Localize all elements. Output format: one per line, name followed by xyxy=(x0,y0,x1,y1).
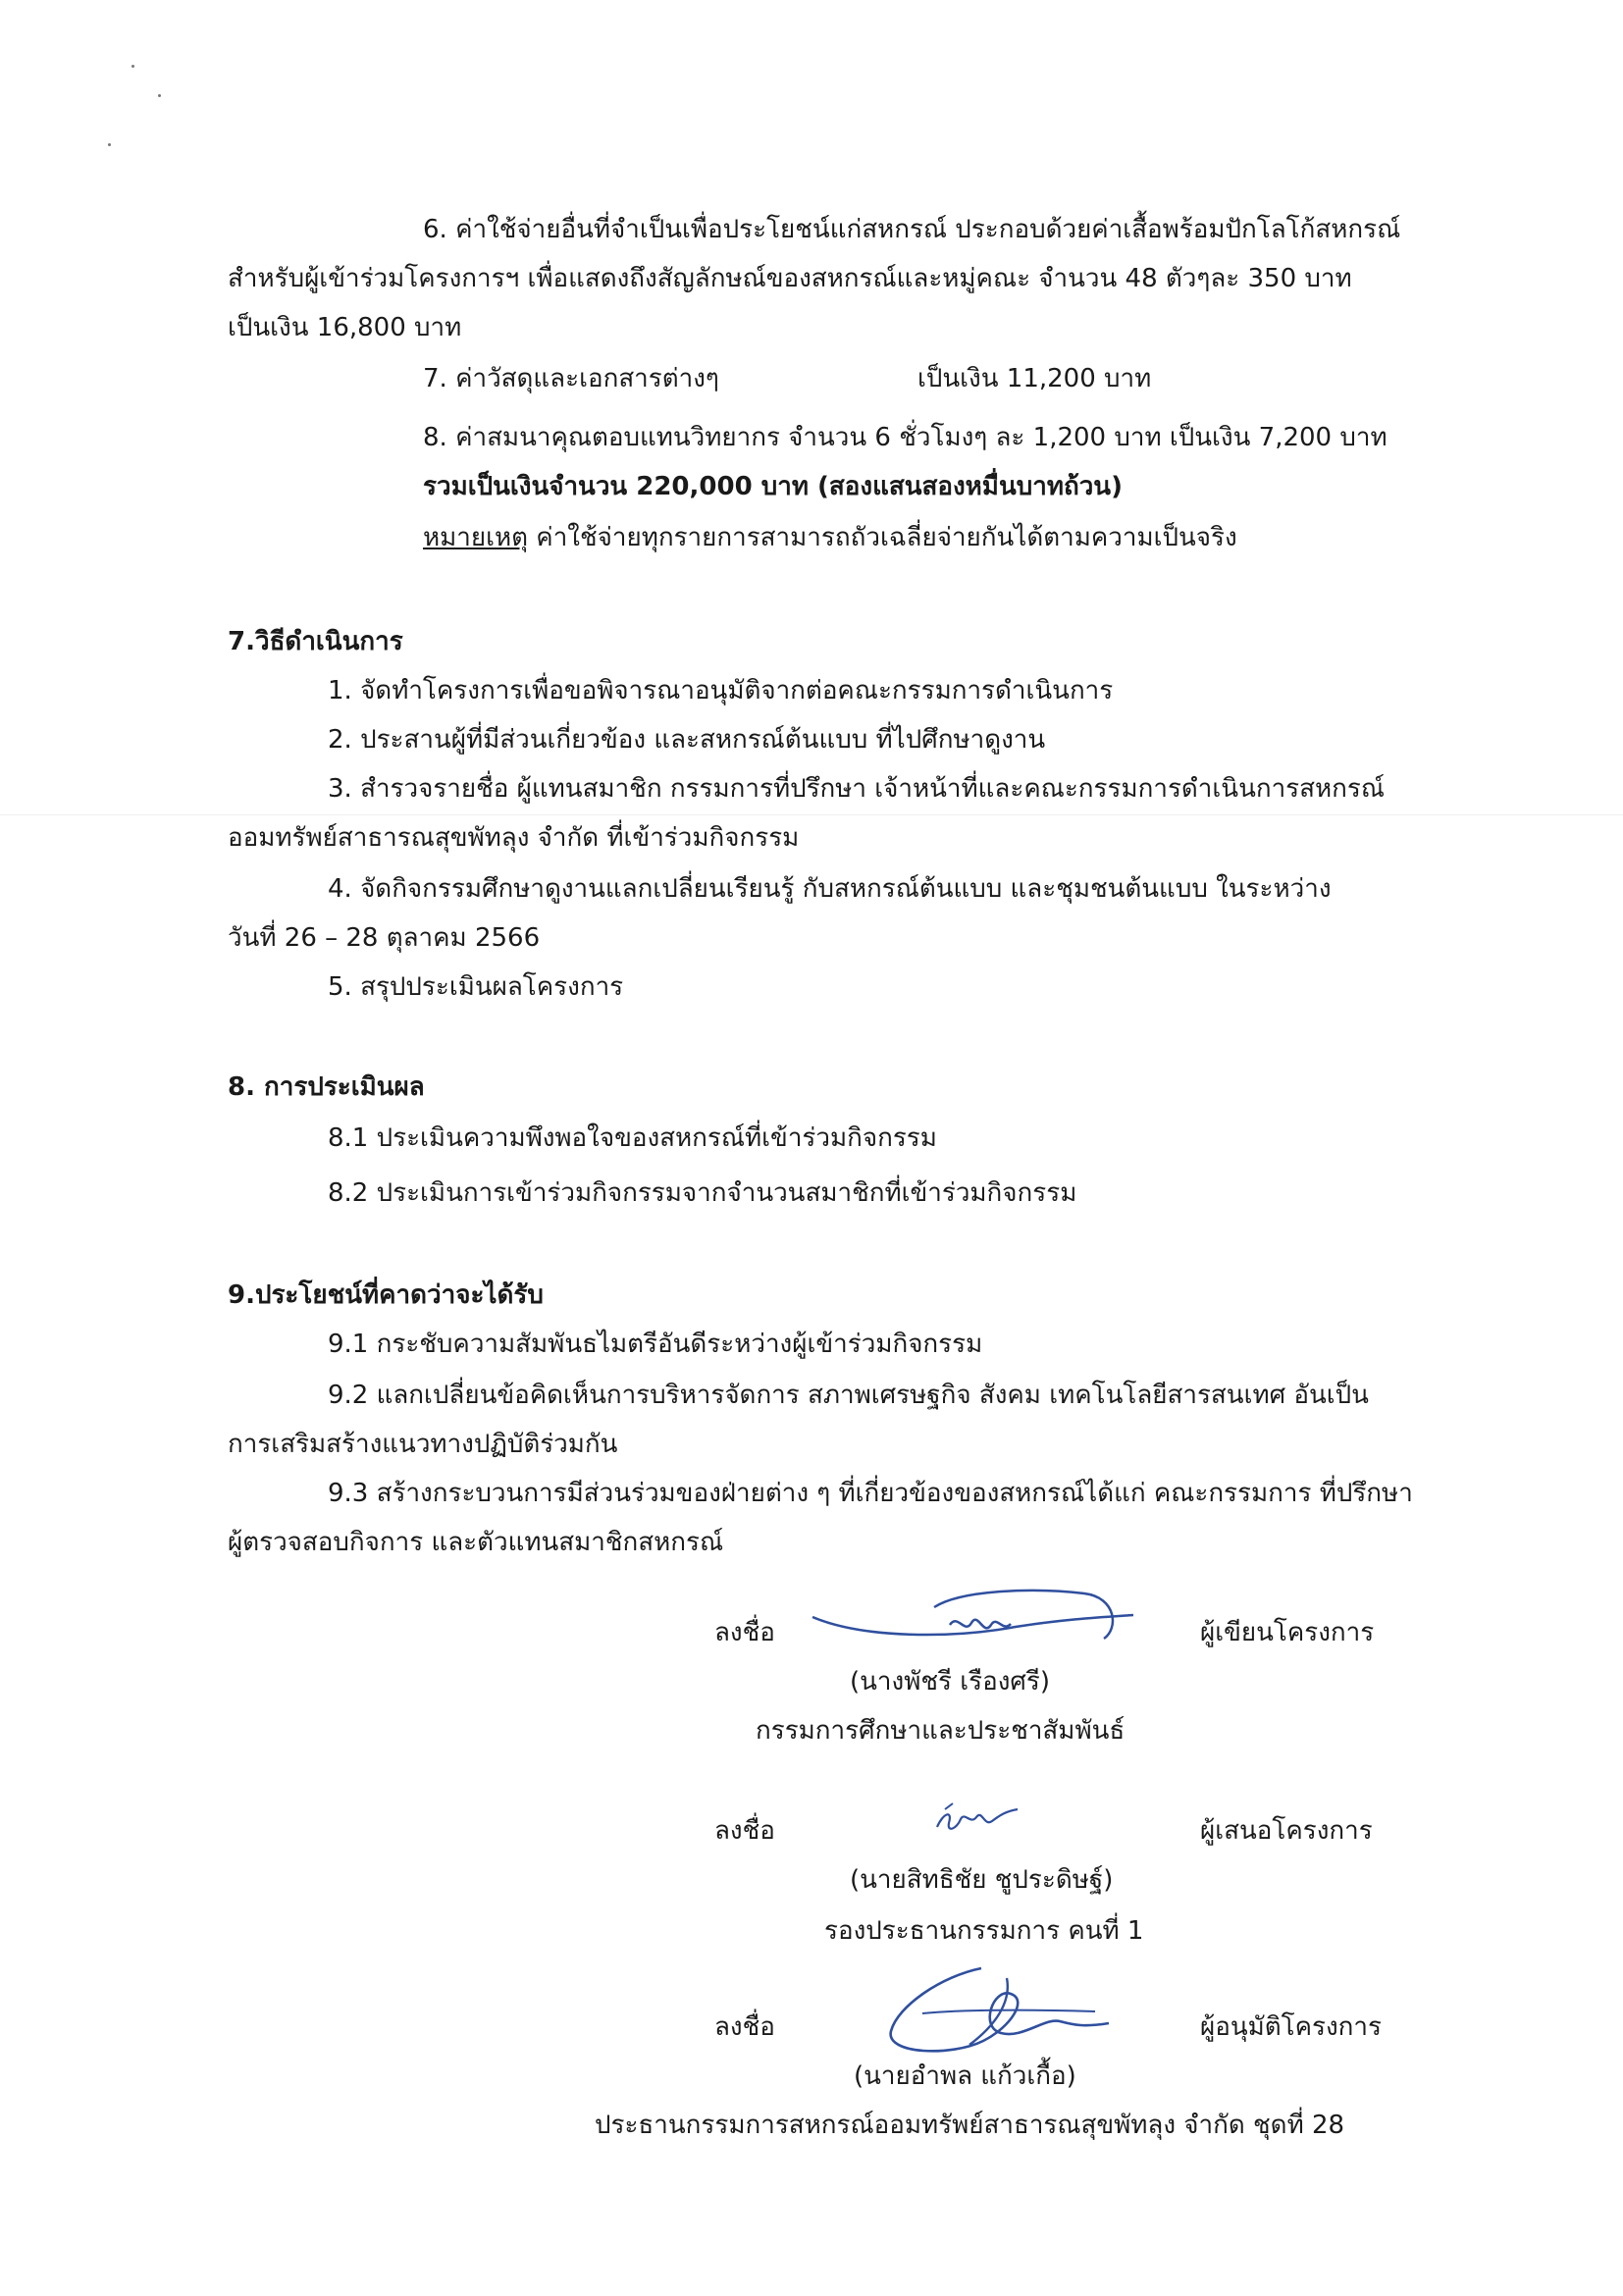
signature-2 xyxy=(927,1796,1035,1854)
section-8-item-2: 8.2 ประเมินการเข้าร่วมกิจกรรมจากจำนวนสมาชิกที่เข้าร่วมกิจกรรม xyxy=(328,1178,1077,1208)
budget-total: รวมเป็นเงินจำนวน 220,000 บาท (สองแสนสองหมื่นบาทถ้วน) xyxy=(423,472,1123,501)
budget-note xyxy=(423,520,1237,555)
scan-line xyxy=(0,814,1623,815)
budget-item-7-label: 7. ค่าวัสดุและเอกสารต่างๆ xyxy=(423,364,719,393)
signer-position-2: รองประธานกรรมการ คนที่ 1 xyxy=(824,1916,1144,1946)
section-9-item-3-line-1: 9.3 สร้างกระบวนการมีส่วนร่วมของฝ่ายต่าง ๆ ที่เกี่ยวข้องของสหกรณ์ได้แก่ คณะกรรมการ ที่ปรึกษา xyxy=(328,1479,1413,1508)
section-9-item-1: 9.1 กระชับความสัมพันธไมตรีอันดีระหว่างผู้เข้าร่วมกิจกรรม xyxy=(328,1330,983,1359)
note-label: หมายเหตุ xyxy=(423,523,529,552)
section-7-item-1: 1. จัดทำโครงการเพื่อขอพิจารณาอนุมัติจากต่อคณะกรรมการดำเนินการ xyxy=(328,676,1114,705)
section-7-item-4-line-1: 4. จัดกิจกรรมศึกษาดูงานแลกเปลี่ยนเรียนรู้ กับสหกรณ์ต้นแบบ และชุมชนต้นแบบ ในระหว่าง xyxy=(328,874,1332,904)
role-1: ผู้เขียนโครงการ xyxy=(1200,1618,1375,1647)
budget-item-7-amount: เป็นเงิน 11,200 บาท xyxy=(917,364,1152,393)
signer-name-1: (นางพัชรี เรืองศรี) xyxy=(850,1667,1051,1696)
signer-name-3: (นายอำพล แก้วเกื้อ) xyxy=(854,2061,1076,2091)
signer-name-2: (นายสิทธิชัย ชูประดิษฐ์) xyxy=(850,1865,1114,1895)
sign-label-2: ลงชื่อ xyxy=(714,1816,775,1846)
budget-item-6-line-1: 6. ค่าใช้จ่ายอื่นที่จำเป็นเพื่อประโยชน์แก่สหกรณ์ ประกอบด้วยค่าเสื้อพร้อมปักโลโก้สหกรณ์ xyxy=(423,215,1401,244)
scan-speck xyxy=(108,143,111,146)
section-9-heading: 9.ประโยชน์ที่คาดว่าจะได้รับ xyxy=(228,1280,544,1310)
section-7-item-2: 2. ประสานผู้ที่มีส่วนเกี่ยวข้อง และสหกรณ์ต้นแบบ ที่ไปศึกษาดูงาน xyxy=(328,725,1046,755)
section-7-heading: 7.วิธีดำเนินการ xyxy=(228,627,403,656)
scan-speck xyxy=(158,94,161,97)
section-9-item-2-line-1: 9.2 แลกเปลี่ยนข้อคิดเห็นการบริหารจัดการ สภาพเศรษฐกิจ สังคม เทคโนโลยีสารสนเทศ อันเป็น xyxy=(328,1381,1369,1410)
budget-item-8: 8. ค่าสมนาคุณตอบแทนวิทยากร จำนวน 6 ชั่วโมงๆ ละ 1,200 บาท เป็นเงิน 7,200 บาท xyxy=(423,423,1387,452)
sign-label-3: ลงชื่อ xyxy=(714,2012,775,2042)
signer-position-1: กรรมการศึกษาและประชาสัมพันธ์ xyxy=(756,1716,1126,1746)
section-9-item-2-line-2: การเสริมสร้างแนวทางปฏิบัติร่วมกัน xyxy=(228,1430,618,1459)
section-8-heading: 8. การประเมินผล xyxy=(228,1072,425,1102)
signature-1 xyxy=(805,1578,1158,1666)
role-2: ผู้เสนอโครงการ xyxy=(1200,1816,1373,1846)
signature-3 xyxy=(864,1958,1119,2066)
section-7-item-3-line-1: 3. สำรวจรายชื่อ ผู้แทนสมาชิก กรรมการที่ปรึกษา เจ้าหน้าที่และคณะกรรมการดำเนินการสหกรณ์ xyxy=(328,774,1385,804)
section-7-item-5: 5. สรุปประเมินผลโครงการ xyxy=(328,972,624,1002)
note-text: ค่าใช้จ่ายทุกรายการสามารถถัวเฉลี่ยจ่ายกันได้ตามความเป็นจริง xyxy=(528,523,1237,552)
section-8-item-1: 8.1 ประเมินความพึงพอใจของสหกรณ์ที่เข้าร่วมกิจกรรม xyxy=(328,1123,937,1153)
budget-item-6-line-2: สำหรับผู้เข้าร่วมโครงการฯ เพื่อแสดงถึงสัญลักษณ์ของสหกรณ์และหมู่คณะ จำนวน 48 ตัวๆละ 350 บาท xyxy=(228,264,1352,293)
section-7-item-4-line-2: วันที่ 26 – 28 ตุลาคม 2566 xyxy=(228,923,541,953)
section-9-item-3-line-2: ผู้ตรวจสอบกิจการ และตัวแทนสมาชิกสหกรณ์ xyxy=(228,1528,724,1557)
sign-label-1: ลงชื่อ xyxy=(714,1618,775,1647)
section-7-item-3-line-2: ออมทรัพย์สาธารณสุขพัทลุง จำกัด ที่เข้าร่วมกิจกรรม xyxy=(228,823,800,853)
scan-speck xyxy=(131,65,134,68)
signer-position-3: ประธานกรรมการสหกรณ์ออมทรัพย์สาธารณสุขพัทลุง จำกัด ชุดที่ 28 xyxy=(595,2111,1345,2140)
role-3: ผู้อนุมัติโครงการ xyxy=(1200,2012,1382,2042)
budget-item-6-line-3: เป็นเงิน 16,800 บาท xyxy=(228,313,462,342)
